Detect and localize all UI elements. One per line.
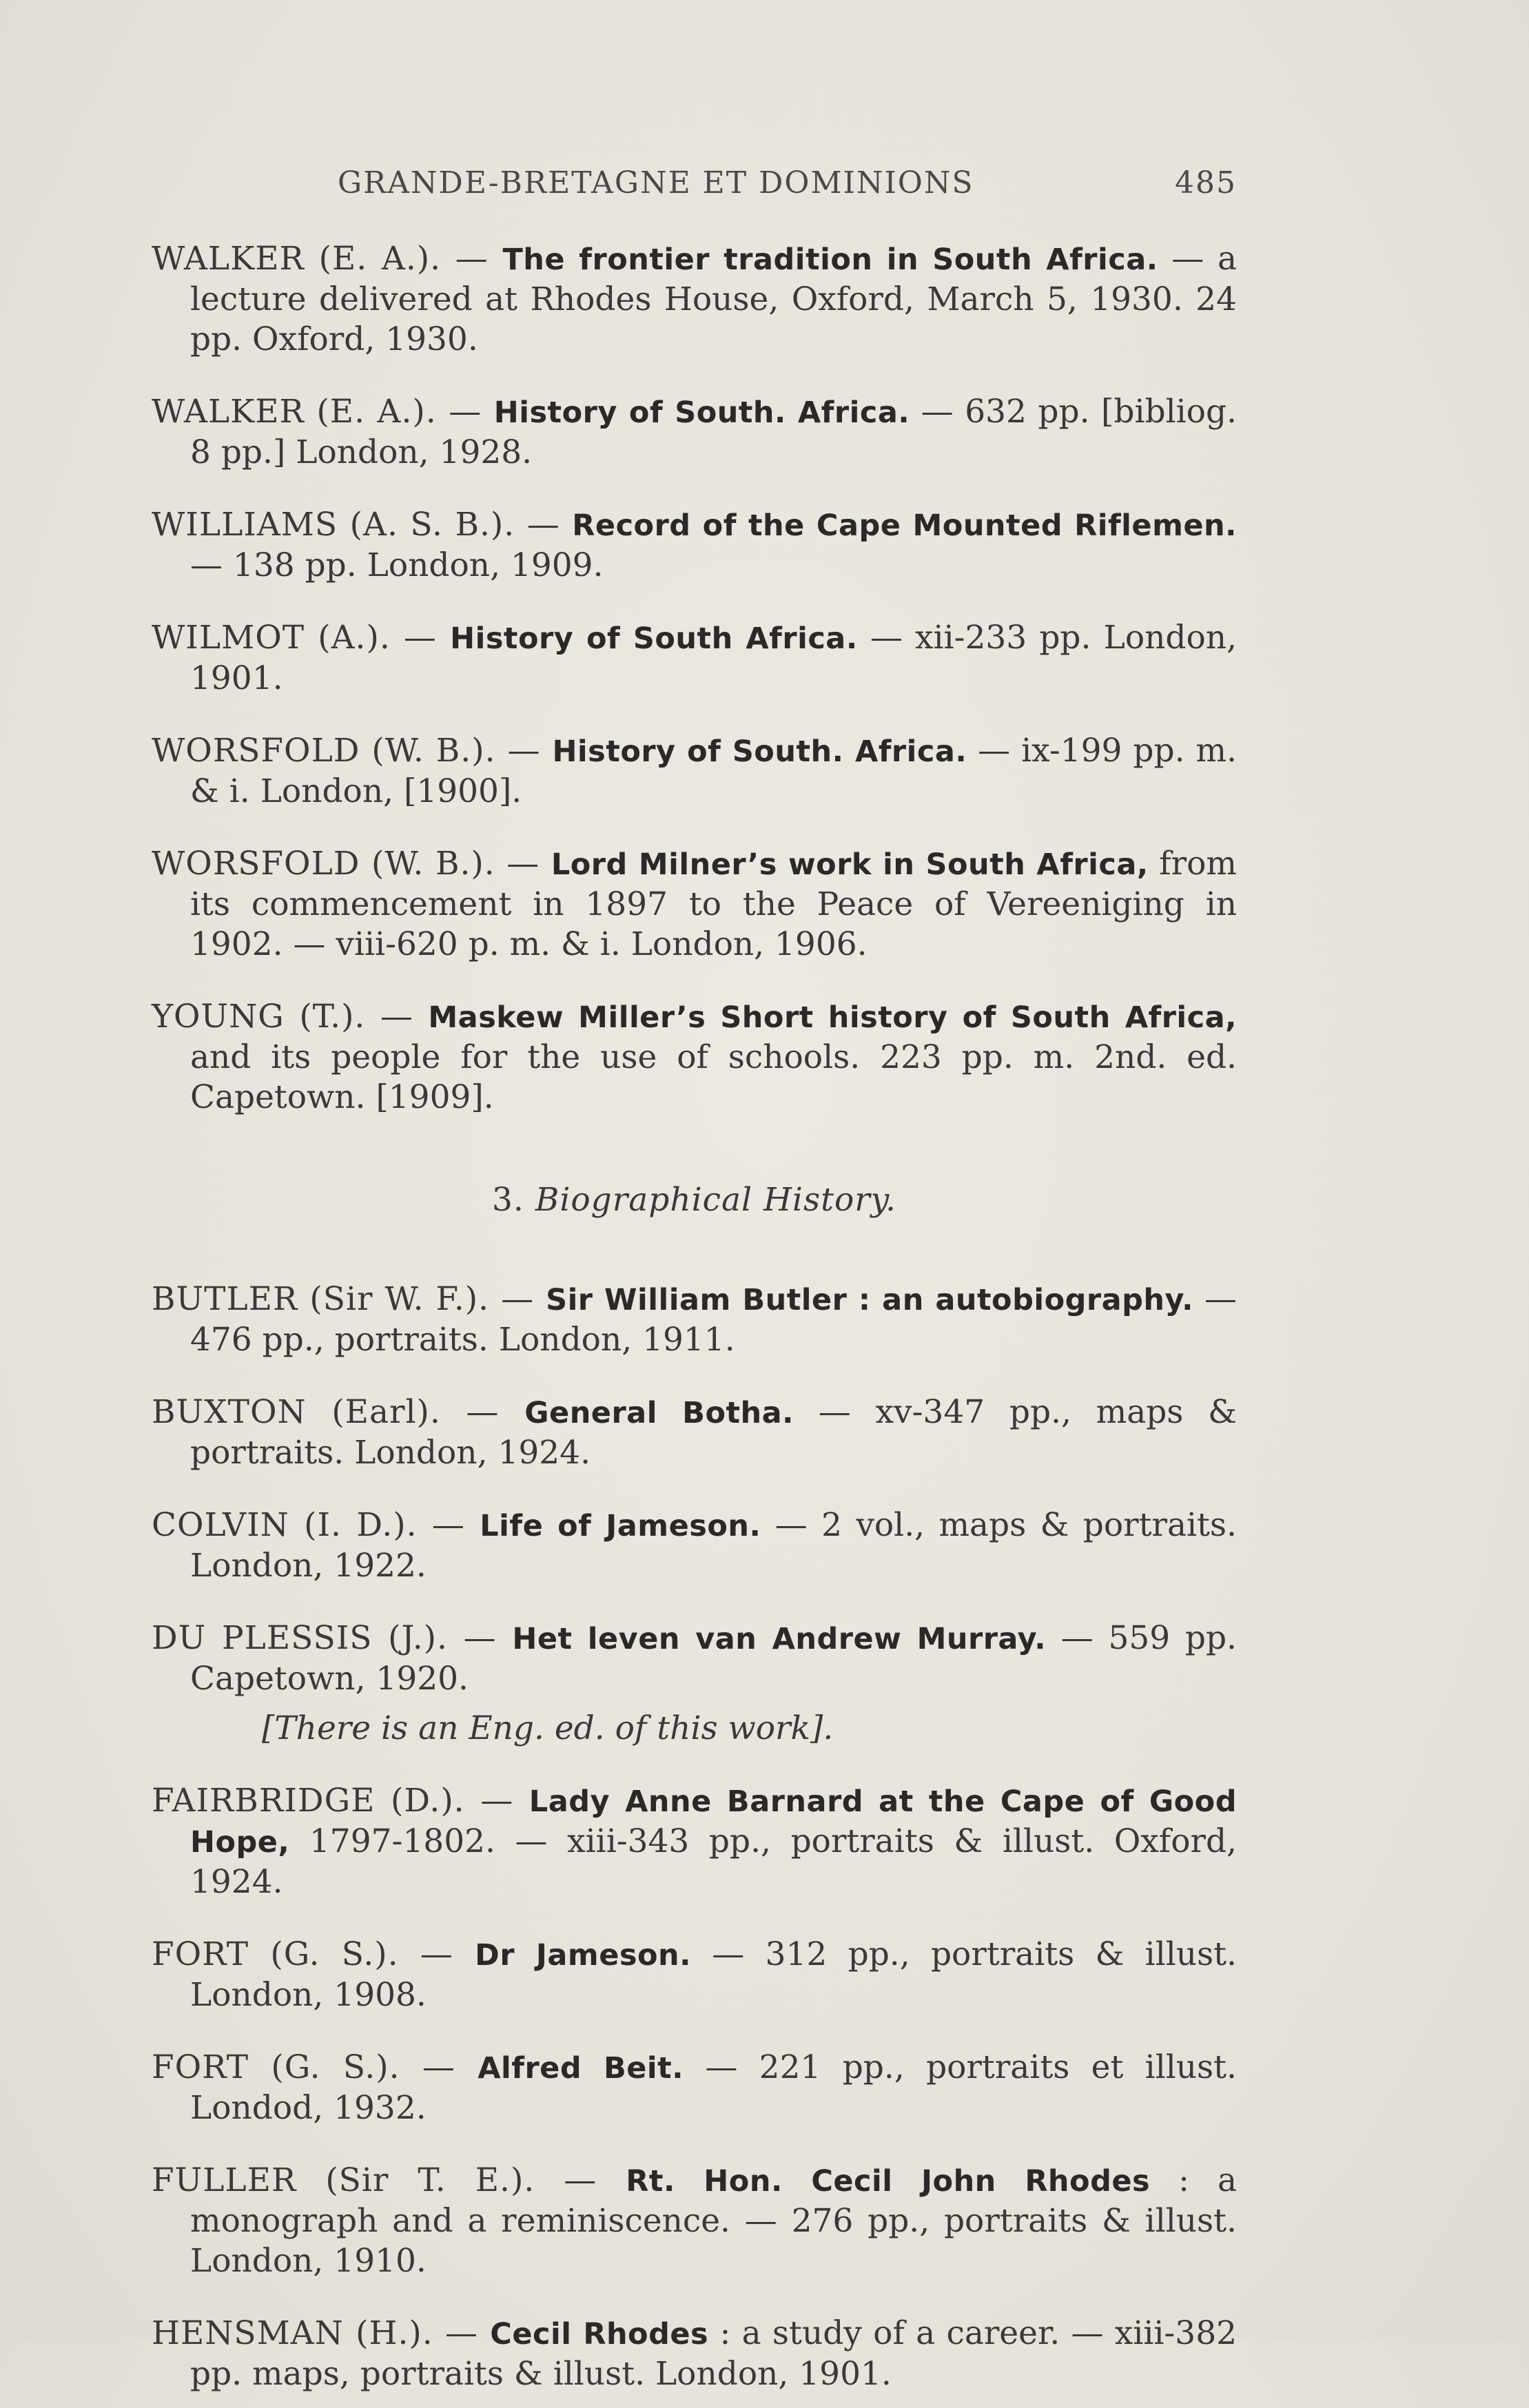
bibliography-entry xyxy=(152,505,1237,586)
entry-title: Alfred Beit. xyxy=(478,2051,684,2086)
entry-title: Sir William Butler : an autobiography. xyxy=(546,1283,1193,1317)
entry-author: FAIRBRIDGE (D.). — xyxy=(152,1782,529,1820)
bibliography-entry xyxy=(152,618,1237,699)
entry-title: History of South. Africa. xyxy=(552,734,967,769)
entry-author: WORSFOLD (W. B.). — xyxy=(152,732,553,770)
bibliography-entry xyxy=(152,2314,1237,2394)
running-head xyxy=(152,165,1237,207)
entry-title: Record of the Cape Mounted Riflemen. xyxy=(572,508,1237,543)
bibliography-entry xyxy=(152,1781,1237,1902)
bibliography-entry xyxy=(152,731,1237,812)
entry-title: History of South Africa. xyxy=(450,621,858,656)
entry-details: — xv-347 pp., maps & portraits. London, 1924. xyxy=(190,1393,1237,1472)
entry-note: [There is an Eng. ed. of this work]. xyxy=(262,1709,834,1747)
entry-details: — 632 pp. [bibliog. 8 pp.] London, 1928. xyxy=(190,393,1237,471)
running-head-title: GRANDE-BRETAGNE ET DOMINIONS xyxy=(338,165,974,200)
entry-author: FULLER (Sir T. E.). — xyxy=(152,2161,626,2199)
entry-details: 1797-1802. — xiii-343 pp., portraits & illust. Oxford, 1924. xyxy=(190,1822,1237,1901)
entry-details: : a study of a career. — xiii-382 pp. maps, portraits & illust. London, 1901. xyxy=(190,2314,1237,2393)
page-number: 485 xyxy=(1175,165,1237,200)
entry-author: DU PLESSIS (J.). — xyxy=(152,1619,513,1657)
bibliography-entry xyxy=(152,1392,1237,1473)
entry-title: Lady Anne Barnard at the Cape of Good Hope, xyxy=(190,1784,1237,1860)
entry-author: WALKER (E. A.). — xyxy=(152,240,503,278)
entry-details: — 476 pp., portraits. London, 1911. xyxy=(190,1280,1237,1359)
entry-details: — 559 pp. Capetown, 1920. xyxy=(190,1619,1237,1698)
entry-author: WILMOT (A.). — xyxy=(152,619,451,657)
entry-author: WALKER (E. A.). — xyxy=(152,393,494,431)
section-heading xyxy=(152,1181,1237,1219)
bibliography-entry xyxy=(152,844,1237,965)
entry-title: Rt. Hon. Cecil John Rhodes xyxy=(626,2164,1151,2199)
entry-details: : a monograph and a reminiscence. — 276 pp., portraits & illust. London, 1910. xyxy=(190,2161,1237,2280)
entry-details: — xii-233 pp. London, 1901. xyxy=(190,619,1237,697)
entry-title: History of South. Africa. xyxy=(493,395,910,430)
entry-author: YOUNG (T.). — xyxy=(152,998,429,1036)
entry-author: HENSMAN (H.). — xyxy=(152,2314,491,2352)
entry-author: WORSFOLD (W. B.). — xyxy=(152,845,551,883)
book-page xyxy=(152,165,1237,2408)
bibliography-entry xyxy=(152,1618,1237,1699)
entry-details: — a lecture delivered at Rhodes House, Oxford, March 5, 1930. 24 pp. Oxford, 1930. xyxy=(190,240,1237,358)
entry-title: Het leven van Andrew Murray. xyxy=(512,1622,1047,1656)
entry-title: General Botha. xyxy=(524,1396,794,1430)
entry-title: The frontier tradition in South Africa. xyxy=(502,243,1158,277)
entry-title: Cecil Rhodes xyxy=(490,2317,709,2352)
bibliography-entry xyxy=(152,1935,1237,2015)
entry-author: WILLIAMS (A. S. B.). — xyxy=(152,506,573,544)
bibliography-entry xyxy=(152,239,1237,360)
entry-author: BUTLER (Sir W. F.). — xyxy=(152,1280,546,1318)
bibliography-entry xyxy=(152,392,1237,473)
entry-author: BUXTON (Earl). — xyxy=(152,1393,525,1431)
entry-title: Maskew Miller’s Short history of South Africa, xyxy=(428,1000,1237,1035)
bibliography-entry xyxy=(152,1505,1237,1586)
section-number: 3. xyxy=(492,1181,535,1219)
entry-details: — 221 pp., portraits et illust. Londod, 1932. xyxy=(190,2048,1237,2127)
bibliography-entry xyxy=(152,997,1237,1118)
entry-details: — 138 pp. London, 1909. xyxy=(190,546,604,584)
entry-author: COLVIN (I. D.). — xyxy=(152,1506,480,1544)
entry-title: Dr Jameson. xyxy=(475,1938,691,1973)
entry-details: and its people for the use of schools. 223 pp. m. 2nd. ed. Capetown. [1909]. xyxy=(190,1038,1237,1116)
entry-details: — 312 pp., portraits & illust. London, 1908. xyxy=(190,1935,1237,2014)
entry-title: Lord Milner’s work in South Africa, xyxy=(551,847,1149,882)
entry-details: from its commencement in 1897 to the Peace of Vereeniging in 1902. — viii-620 p. m. & i. London, 1906. xyxy=(190,845,1237,963)
entry-author: FORT (G. S.). — xyxy=(152,2048,478,2086)
entry-title: Life of Jameson. xyxy=(480,1509,761,1543)
bibliography-entry xyxy=(152,2161,1237,2281)
bibliography-entry xyxy=(152,1279,1237,1360)
entry-details: — ix-199 pp. m. & i. London, [1900]. xyxy=(190,732,1237,810)
bibliography-entry xyxy=(152,2048,1237,2128)
entry-details: — 2 vol., maps & portraits. London, 1922. xyxy=(190,1506,1237,1585)
section-title: Biographical History. xyxy=(535,1181,896,1219)
entry-author: FORT (G. S.). — xyxy=(152,1935,475,1973)
